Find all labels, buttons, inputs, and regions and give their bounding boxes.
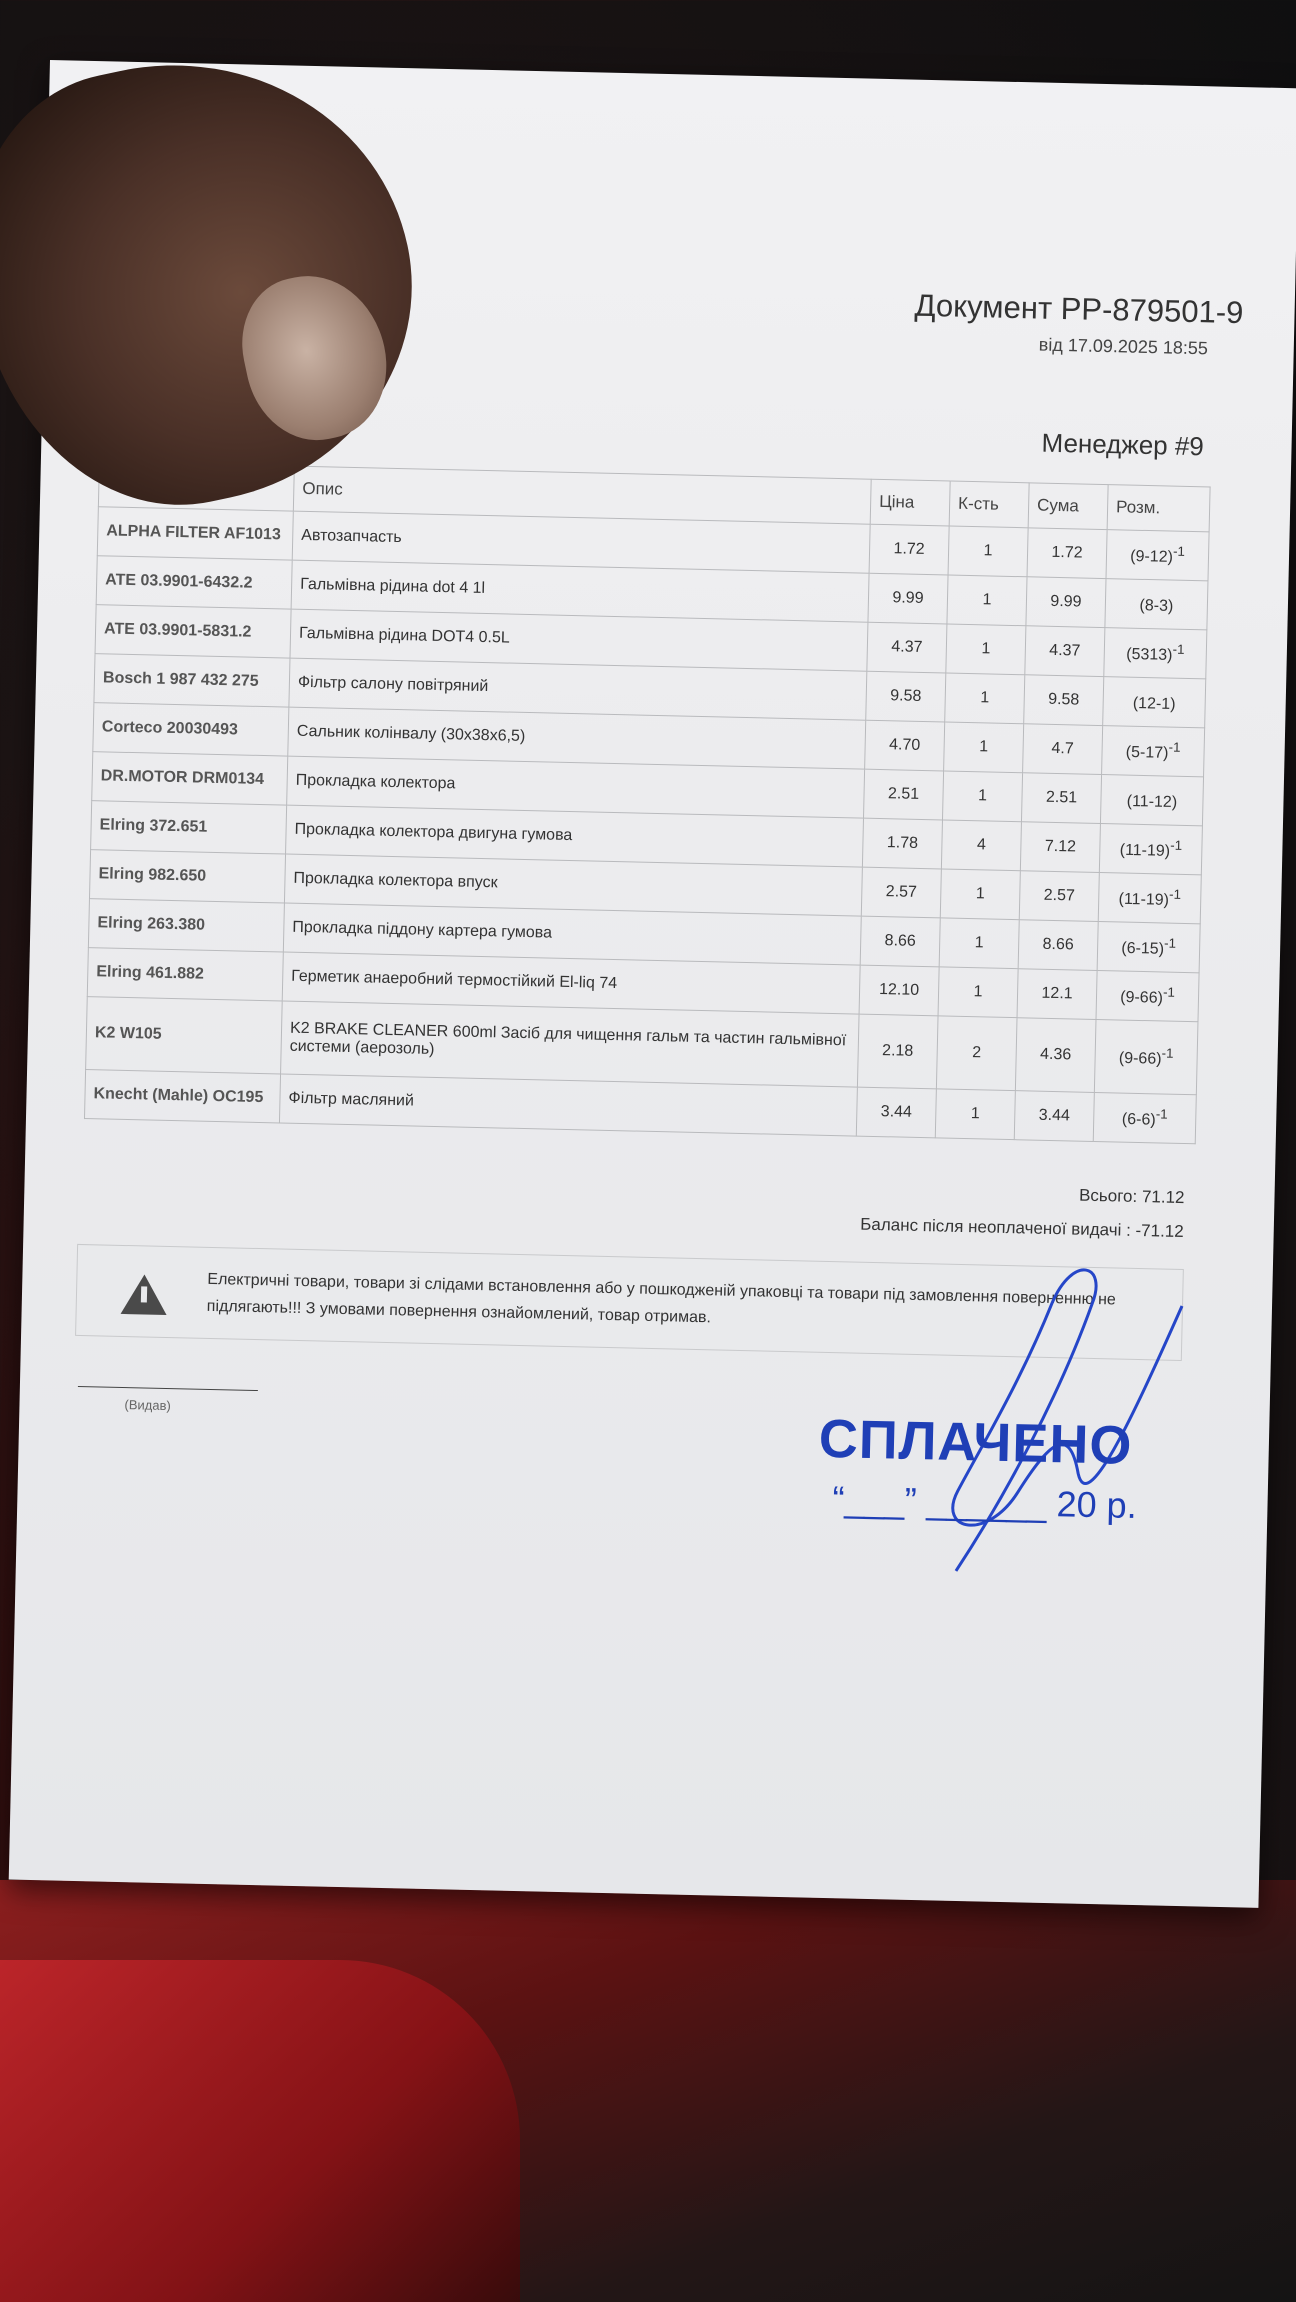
row-place-sup: -1 <box>1162 984 1176 1001</box>
row-price: 3.44 <box>856 1087 936 1138</box>
row-qty: 1 <box>939 918 1019 969</box>
header-description: Опис <box>293 466 871 524</box>
row-price: 2.51 <box>864 769 944 820</box>
row-qty: 1 <box>947 575 1027 626</box>
manager-label: Менеджер #9 <box>1041 427 1205 462</box>
row-price: 2.18 <box>857 1014 938 1089</box>
row-place: $(5-17)^{-1}$ <box>1102 726 1205 777</box>
row-price: 2.57 <box>861 867 941 918</box>
row-qty: 1 <box>944 722 1024 773</box>
row-price: 12.10 <box>859 965 939 1016</box>
row-description: Автозапчасть <box>292 511 870 573</box>
row-code: Bosch 1 987 432 275 <box>94 654 290 707</box>
row-description: Фільтр салону повітряний <box>289 658 867 720</box>
row-sum: 9.99 <box>1026 577 1106 628</box>
row-code: Corteco 20030493 <box>93 703 289 756</box>
header-place: Розм. <box>1107 485 1210 532</box>
row-price: 9.58 <box>866 671 946 722</box>
row-place: $(11-19)^{-1}$ <box>1099 824 1202 875</box>
row-sum: 9.58 <box>1024 675 1104 726</box>
row-code: ALPHA FILTER AF1013 <box>97 507 293 560</box>
red-bag <box>0 1960 520 2302</box>
row-place: (11-12) <box>1100 775 1203 826</box>
header-price: Ціна <box>870 479 950 526</box>
row-place: (12-1) <box>1103 677 1206 728</box>
row-place: $(6-15)^{-1}$ <box>1097 922 1200 973</box>
row-sum: 3.44 <box>1014 1091 1094 1142</box>
totals <box>723 1171 1184 1249</box>
row-code: Knecht (Mahle) OC195 <box>84 1070 280 1123</box>
row-place: $(9-66)^{-1}$ <box>1094 1019 1198 1094</box>
row-place: $(9-12)^{-1}$ <box>1106 530 1209 581</box>
row-price: 9.99 <box>868 573 948 624</box>
row-description: Сальник колінвалу (30x38x6,5) <box>288 707 866 769</box>
row-place: $(5313)^{-1}$ <box>1104 628 1207 679</box>
row-qty: 1 <box>935 1089 1015 1140</box>
row-place-sup: -1 <box>1163 935 1177 952</box>
row-description: Фільтр масляний <box>279 1074 857 1136</box>
row-sum: 2.57 <box>1019 871 1099 922</box>
row-price: 1.72 <box>869 524 949 575</box>
row-description: Гальмівна рідина DOT4 0.5L <box>290 609 868 671</box>
row-place: $(9-66)^{-1}$ <box>1096 970 1199 1021</box>
row-code: ATE 03.9901-5831.2 <box>95 605 291 658</box>
row-qty: 1 <box>948 526 1028 577</box>
row-place: $(11-19)^{-1}$ <box>1098 873 1201 924</box>
row-price: 4.70 <box>865 720 945 771</box>
row-code: Elring 461.882 <box>87 948 283 1001</box>
total-label: Всього: 71.12 <box>1078 1185 1185 1208</box>
row-description: Прокладка піддону картера гумова <box>283 903 861 965</box>
row-place: (8-3) <box>1105 579 1208 630</box>
stamp-date-line: “___” ______ 20 р. <box>832 1478 1138 1527</box>
row-description: Герметик анаеробний термостійкий El-liq 74 <box>282 952 860 1014</box>
header-qty: К-сть <box>949 481 1029 528</box>
row-place-sup: -1 <box>1155 1106 1168 1122</box>
row-description: Прокладка колектора <box>287 756 865 818</box>
row-sum: 4.36 <box>1015 1018 1096 1093</box>
row-price: 4.37 <box>867 622 947 673</box>
warning-icon <box>121 1274 168 1315</box>
row-place-sup: -1 <box>1161 1045 1174 1062</box>
header-sum: Сума <box>1028 483 1108 530</box>
row-qty: 1 <box>940 869 1020 920</box>
row-sum: 12.1 <box>1017 969 1097 1020</box>
row-code: DR.MOTOR DRM0134 <box>92 752 288 805</box>
row-description: Гальмівна рідина dot 4 1l <box>291 560 869 622</box>
row-place-sup: -1 <box>1168 886 1182 903</box>
row-qty: 1 <box>938 967 1018 1018</box>
row-price: 8.66 <box>860 916 940 967</box>
row-sum: 7.12 <box>1020 822 1100 873</box>
row-sum: 8.66 <box>1018 920 1098 971</box>
row-place-sup: -1 <box>1170 837 1183 854</box>
row-sum: 1.72 <box>1027 528 1107 579</box>
items-table <box>84 461 1211 1144</box>
document-title: Документ РР-879501-9 <box>914 287 1244 331</box>
row-qty: 1 <box>942 771 1022 822</box>
row-code: ATE 03.9901-6432.2 <box>96 556 292 609</box>
row-price: 1.78 <box>862 818 942 869</box>
warning-text: Електричні товари, товари зі слідами встановлення або у пошкодженій упаковці та товари під замовлення поверненню не підлягають!!! З умовами повернення ознайомлений, товар отримав. <box>206 1270 1116 1327</box>
row-code: Elring 263.380 <box>88 899 284 952</box>
row-code: Elring 982.650 <box>89 850 285 903</box>
signature-line <box>78 1386 258 1391</box>
signature-label: (Видав) <box>124 1397 171 1414</box>
row-description: Прокладка колектора двигуна гумова <box>286 805 864 867</box>
row-place-sup: -1 <box>1172 641 1185 658</box>
row-place-sup: -1 <box>1172 543 1186 560</box>
row-place-sup: -1 <box>1168 739 1181 756</box>
document-date: від 17.09.2025 18:55 <box>1038 334 1209 359</box>
row-code: K2 W105 <box>86 997 283 1074</box>
row-qty: 1 <box>945 673 1025 724</box>
paid-stamp: СПЛАЧЕНО <box>818 1408 1134 1476</box>
row-code: Elring 372.651 <box>91 801 287 854</box>
row-place: $(6-6)^{-1}$ <box>1093 1092 1196 1143</box>
row-sum: 4.37 <box>1025 626 1105 677</box>
row-description: K2 BRAKE CLEANER 600ml Засіб для чищення гальм та частин гальмівної системи (аерозоль) <box>281 1001 860 1087</box>
balance-label: Баланс після неоплаченої видачі : -71.12 <box>860 1214 1184 1242</box>
row-qty: 1 <box>946 624 1026 675</box>
row-description: Прокладка колектора впуск <box>284 854 862 916</box>
row-sum: 4.7 <box>1023 724 1103 775</box>
row-qty: 2 <box>936 1016 1017 1091</box>
row-sum: 2.51 <box>1021 773 1101 824</box>
row-qty: 4 <box>941 820 1021 871</box>
